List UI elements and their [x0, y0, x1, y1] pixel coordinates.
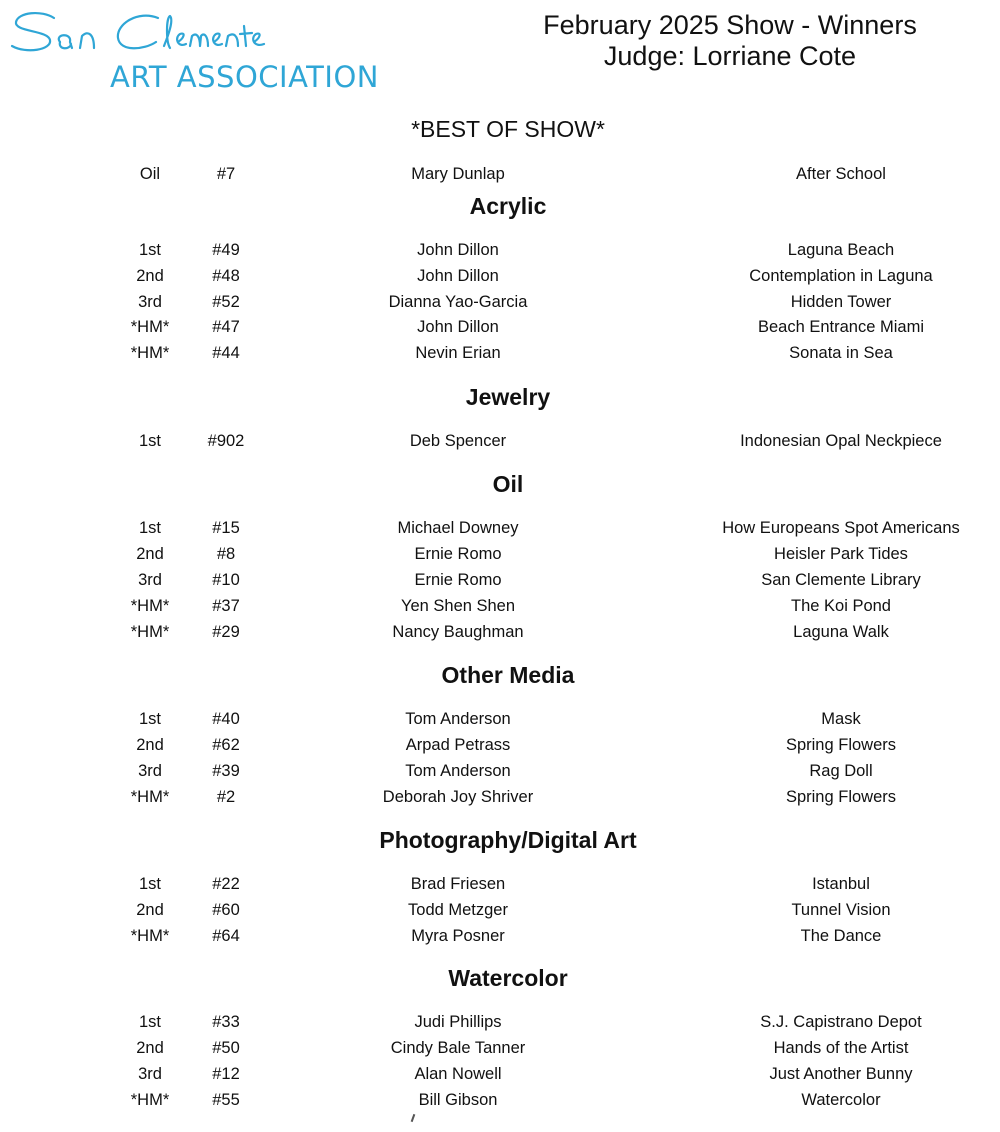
- entry-number: #10: [212, 571, 240, 589]
- table-row: [0, 267, 1000, 289]
- artist-name: Arpad Petrass: [405, 736, 511, 754]
- table-row: [0, 318, 1000, 340]
- artwork-title: Spring Flowers: [785, 736, 897, 754]
- table-row: [0, 293, 1000, 315]
- artwork-title: Watercolor: [801, 1091, 881, 1109]
- artwork-title: Indonesian Opal Neckpiece: [740, 432, 942, 450]
- artist-name: Ernie Romo: [414, 571, 502, 589]
- artist-name: Michael Downey: [397, 519, 519, 537]
- entry-number: #39: [212, 762, 240, 780]
- artwork-title: Sonata in Sea: [789, 344, 893, 362]
- award-place: 1st: [138, 432, 161, 450]
- artist-name: Dianna Yao-Garcia: [388, 293, 528, 311]
- award-place: 3rd: [138, 571, 162, 589]
- artist-name: Deborah Joy Shriver: [382, 788, 534, 806]
- entry-number: #50: [212, 1039, 240, 1057]
- award-place: 2nd: [136, 1039, 164, 1057]
- artist-name: Myra Posner: [411, 927, 505, 945]
- section-heading-watercolor: Watercolor: [448, 965, 568, 991]
- entry-number: #8: [216, 545, 236, 563]
- award-place: *HM*: [130, 788, 170, 806]
- table-row: [0, 1039, 1000, 1061]
- table-row: [0, 1013, 1000, 1035]
- entry-number: #12: [212, 1065, 240, 1083]
- award-place: 1st: [138, 241, 161, 259]
- table-row: [0, 762, 1000, 784]
- award-place: 2nd: [136, 901, 164, 919]
- award-place: 1st: [138, 710, 161, 728]
- award-place: 2nd: [136, 545, 164, 563]
- award-place: 1st: [138, 519, 161, 537]
- award-place: 1st: [138, 1013, 161, 1031]
- table-row: [0, 241, 1000, 263]
- artwork-title: Contemplation in Laguna: [749, 267, 933, 285]
- artist-name: Ernie Romo: [414, 545, 502, 563]
- artwork-title: How Europeans Spot Americans: [722, 519, 960, 537]
- table-row: [0, 710, 1000, 732]
- section-heading-other-media: Other Media: [441, 662, 575, 688]
- table-row: [0, 736, 1000, 758]
- artwork-title: San Clemente Library: [761, 571, 921, 589]
- best-of-show-heading: *BEST OF SHOW*: [411, 116, 605, 142]
- table-row: [0, 432, 1000, 454]
- artwork-title: Mask: [821, 710, 861, 728]
- scan-mark: [411, 1114, 416, 1122]
- award-place: *HM*: [130, 597, 170, 615]
- best-of-show-row: [0, 165, 1000, 187]
- artwork-title: Hidden Tower: [790, 293, 892, 311]
- entry-number: #44: [212, 344, 240, 362]
- logo: [8, 6, 388, 98]
- section-heading-oil: Oil: [492, 471, 524, 497]
- entry-number: #2: [216, 788, 236, 806]
- entry-number: #7: [216, 165, 236, 183]
- entry-number: #64: [212, 927, 240, 945]
- table-row: [0, 788, 1000, 810]
- artwork-title: The Dance: [800, 927, 882, 945]
- entry-number: #52: [212, 293, 240, 311]
- entry-number: #49: [212, 241, 240, 259]
- artwork-title: Just Another Bunny: [769, 1065, 913, 1083]
- award-place: *HM*: [130, 1091, 170, 1109]
- table-row: [0, 344, 1000, 366]
- entry-number: #37: [212, 597, 240, 615]
- entry-number: #62: [212, 736, 240, 754]
- table-row: [0, 927, 1000, 949]
- table-row: [0, 1091, 1000, 1113]
- artwork-title: Laguna Walk: [793, 623, 889, 641]
- artist-name: John Dillon: [417, 267, 499, 285]
- artist-name: Nevin Erian: [415, 344, 501, 362]
- table-row: [0, 901, 1000, 923]
- entry-number: #55: [212, 1091, 240, 1109]
- entry-number: #40: [212, 710, 240, 728]
- artwork-title: Hands of the Artist: [773, 1039, 909, 1057]
- award-place: 3rd: [138, 1065, 162, 1083]
- artist-name: Todd Metzger: [408, 901, 508, 919]
- artwork-title: Spring Flowers: [785, 788, 897, 806]
- artwork-title: After School: [796, 165, 886, 183]
- artist-name: Brad Friesen: [410, 875, 506, 893]
- table-row: [0, 1065, 1000, 1087]
- award-place: 3rd: [138, 762, 162, 780]
- award-place: 2nd: [136, 736, 164, 754]
- artwork-title: The Koi Pond: [791, 597, 891, 615]
- artwork-title: Rag Doll: [809, 762, 873, 780]
- entry-number: #60: [212, 901, 240, 919]
- artwork-title: Tunnel Vision: [791, 901, 891, 919]
- entry-number: #33: [212, 1013, 240, 1031]
- entry-number: #48: [212, 267, 240, 285]
- artist-name: Mary Dunlap: [411, 165, 505, 183]
- entry-number: #47: [212, 318, 240, 336]
- award-place: *HM*: [130, 623, 170, 641]
- entry-number: #22: [212, 875, 240, 893]
- award-place: 3rd: [138, 293, 162, 311]
- award-place: *HM*: [130, 927, 170, 945]
- artist-name: Judi Phillips: [414, 1013, 502, 1031]
- table-row: [0, 519, 1000, 541]
- artist-name: Alan Nowell: [414, 1065, 502, 1083]
- artwork-title: S.J. Capistrano Depot: [760, 1013, 922, 1031]
- award-place: Oil: [139, 165, 161, 183]
- logo-script-mark: [8, 6, 278, 62]
- artwork-title: Istanbul: [812, 875, 870, 893]
- artist-name: Cindy Bale Tanner: [390, 1039, 526, 1057]
- award-place: *HM*: [130, 318, 170, 336]
- artwork-title: Heisler Park Tides: [774, 545, 908, 563]
- section-heading-jewelry: Jewelry: [465, 384, 551, 410]
- award-place: *HM*: [130, 344, 170, 362]
- section-heading-photography: Photography/Digital Art: [379, 827, 637, 853]
- logo-subtitle: ART ASSOCIATION: [110, 60, 379, 94]
- entry-number: #29: [212, 623, 240, 641]
- artist-name: John Dillon: [417, 318, 499, 336]
- artist-name: John Dillon: [417, 241, 499, 259]
- artwork-title: Laguna Beach: [787, 241, 895, 259]
- section-heading-acrylic: Acrylic: [469, 193, 547, 219]
- artist-name: Nancy Baughman: [392, 623, 524, 641]
- artist-name: Deb Spencer: [409, 432, 507, 450]
- entry-number: #15: [212, 519, 240, 537]
- table-row: [0, 597, 1000, 619]
- table-row: [0, 875, 1000, 897]
- award-place: 2nd: [136, 267, 164, 285]
- judge-line: Judge: Lorriane Cote: [603, 41, 857, 71]
- page-title: February 2025 Show - Winners: [543, 10, 917, 40]
- artwork-title: Beach Entrance Miami: [758, 318, 924, 336]
- artist-name: Tom Anderson: [405, 710, 511, 728]
- award-place: 1st: [138, 875, 161, 893]
- artist-name: Yen Shen Shen: [400, 597, 516, 615]
- artist-name: Tom Anderson: [405, 762, 511, 780]
- table-row: [0, 623, 1000, 645]
- artist-name: Bill Gibson: [418, 1091, 498, 1109]
- table-row: [0, 545, 1000, 567]
- entry-number: #902: [207, 432, 245, 450]
- table-row: [0, 571, 1000, 593]
